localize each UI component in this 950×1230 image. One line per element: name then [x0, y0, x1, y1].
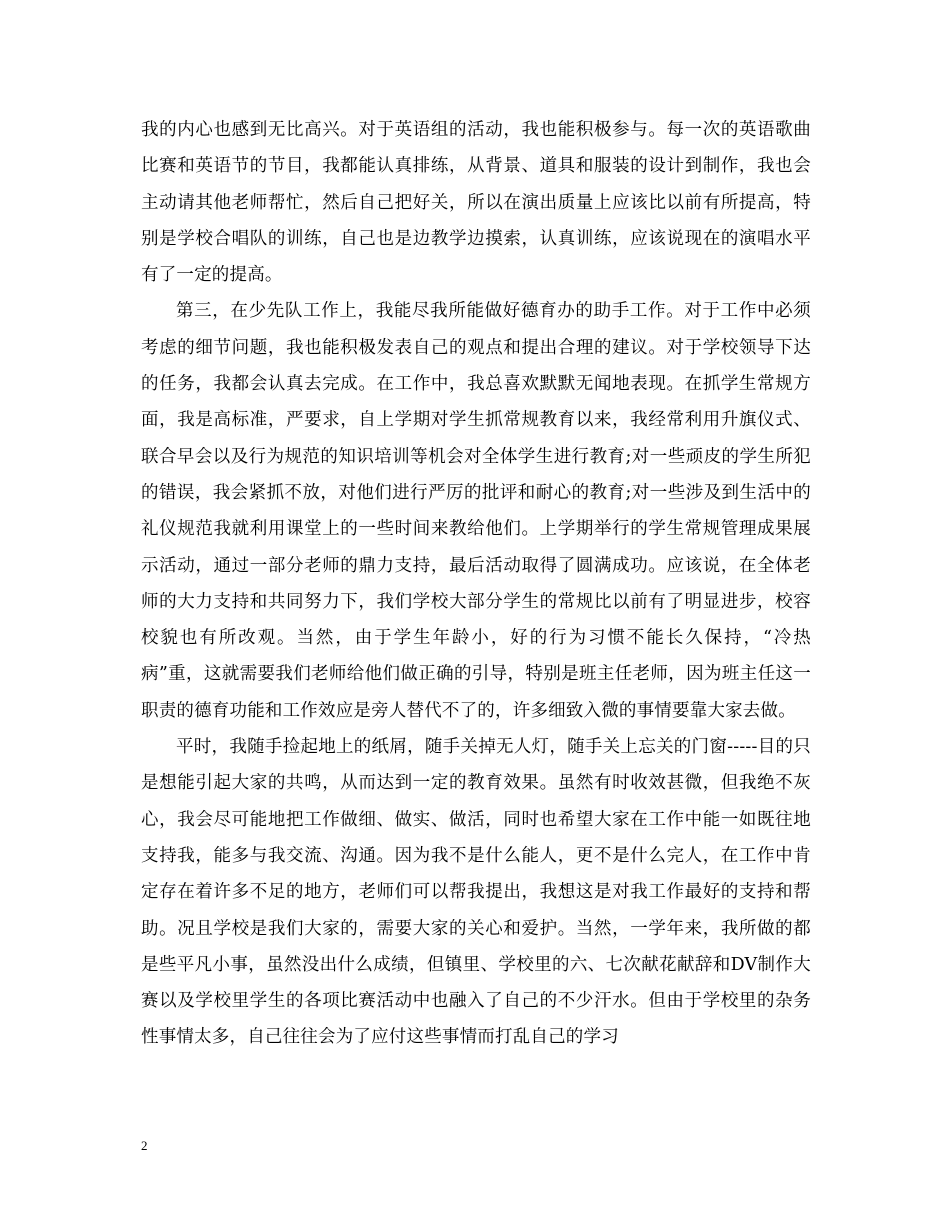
- paragraph-3: 平时，我随手捡起地上的纸屑，随手关掉无人灯，随手关上忘关的门窗-----目的只是想能引起大家的共鸣，从而达到一定的教育效果。虽然有时收效甚微，但我绝不灰心，我会尽可能地把工作做细、做实、做活，同时也希望大家在工作中能一如既往地支持我，能多与我交流、沟通。因为我不是什么能人，更不是什么完人，在工作中肯定存在着许多不足的地方，老师们可以帮我提出，我想这是对我工作最好的支持和帮助。况且学校是我们大家的，需要大家的关心和爱护。当然，一学年来，我所做的都是些平凡小事，虽然没出什么成绩，但镇里、学校里的六、七次献花献辞和DV制作大赛以及学校里学生的各项比赛活动中也融入了自己的不少汗水。但由于学校里的杂务性事情太多，自己往往会为了应付这些事情而打乱自己的学习: [141, 737, 811, 1048]
- body-text: [141, 112, 811, 1056]
- paragraph-1: 我的内心也感到无比高兴。对于英语组的活动，我也能积极参与。每一次的英语歌曲比赛和英语节的节目，我都能认真排练，从背景、道具和服装的设计到制作，我也会主动请其他老师帮忙，然后自己把好关，所以在演出质量上应该比以前有所提高，特别是学校合唱队的训练，自己也是边教学边摸索，认真训练，应该说现在的演唱水平有了一定的提高。: [141, 120, 811, 286]
- page-number: 2: [141, 1138, 148, 1153]
- paragraph-2: 第三，在少先队工作上，我能尽我所能做好德育办的助手工作。对于工作中必须考虑的细节问题，我也能积极发表自己的观点和提出合理的建议。对于学校领导下达的任务，我都会认真去完成。在工作中，我总喜欢默默无闻地表现。在抓学生常规方面，我是高标准，严要求，自上学期对学生抓常规教育以来，我经常利用升旗仪式、联合早会以及行为规范的知识培训等机会对全体学生进行教育;对一些顽皮的学生所犯的错误，我会紧抓不放，对他们进行严厉的批评和耐心的教育;对一些涉及到生活中的礼仪规范我就利用课堂上的一些时间来教给他们。上学期举行的学生常规管理成果展示活动，通过一部分老师的鼎力支持，最后活动取得了圆满成功。应该说，在全体老师的大力支持和共同努力下，我们学校大部分学生的常规比以前有了明显进步，校容校貌也有所改观。当然，由于学生年龄小，好的行为习惯不能长久保持，“冷热病”重，这就需要我们老师给他们做正确的引导，特别是班主任老师，因为班主任这一职责的德育功能和工作效应是旁人替代不了的，许多细致入微的事情要靠大家去做。: [141, 301, 811, 721]
